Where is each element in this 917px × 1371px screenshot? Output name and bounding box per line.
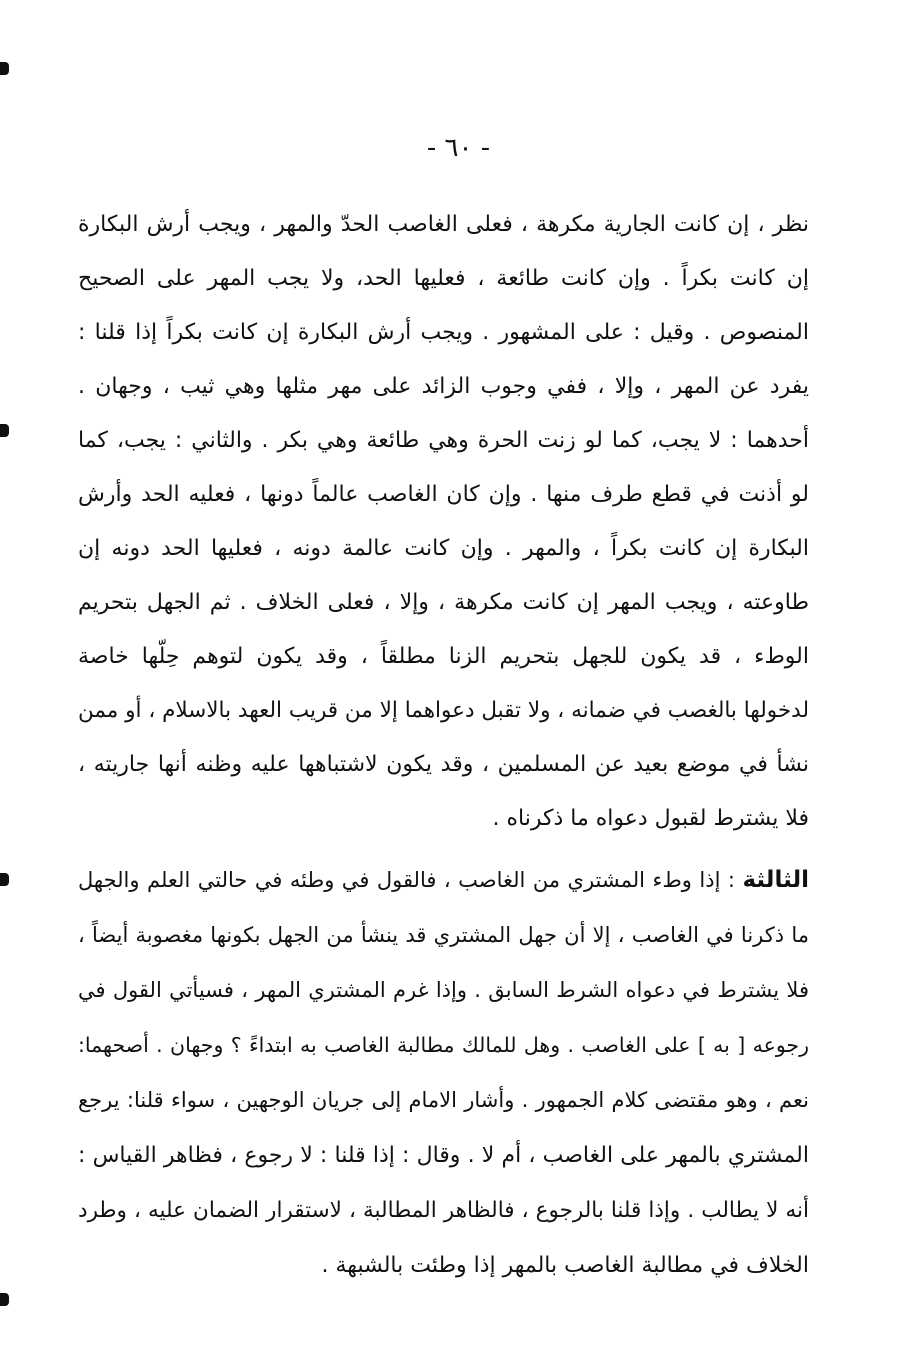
text-line: طاوعته ، ويجب المهر إن كانت مكرهة ، وإلا ، فعلى الخلاف . ثم الجهل بتحريم: [78, 590, 809, 615]
text-line: المنصوص . وقيل : على المشهور . ويجب أرش البكارة إن كانت بكراً إذا قلنا :: [78, 320, 809, 345]
text-line: لدخولها بالغصب في ضمانه ، ولا تقبل دعواهما إلا من قريب العهد بالاسلام ، أو ممن: [78, 698, 809, 723]
text-line-first: [78, 853, 809, 908]
scan-edge-mark-upper: [0, 424, 9, 437]
text-line: يفرد عن المهر ، وإلا ، ففي وجوب الزائد على مهر مثلها وهي ثيب ، وجهان .: [78, 374, 809, 399]
text-line: إن كانت بكراً . وإن كانت طائعة ، فعليها الحد، ولا يجب المهر على الصحيح: [78, 266, 809, 291]
text-line: المشتري بالمهر على الغاصب ، أم لا . وقال : إذا قلنا : لا رجوع ، فظاهر القياس :: [78, 1143, 809, 1168]
text-line: نشأ في موضع بعيد عن المسلمين ، وقد يكون لاشتباهها عليه وظنه أنها جاريته ،: [78, 752, 809, 777]
text-line: نظر ، إن كانت الجارية مكرهة ، فعلى الغاصب الحدّ والمهر ، ويجب أرش البكارة: [78, 212, 809, 237]
text-line: أنه لا يطالب . وإذا قلنا بالرجوع ، فالظاهر المطالبة ، لاستقرار الضمان عليه ، وطرد: [78, 1198, 809, 1223]
paragraph-1: [78, 198, 809, 846]
paragraph-2: [78, 853, 809, 1293]
text-line: البكارة إن كانت بكراً ، والمهر . وإن كانت عالمة دونه ، فعليها الحد دونه إن: [78, 536, 809, 561]
text-line: ما ذكرنا في الغاصب ، إلا أن جهل المشتري قد ينشأ من الجهل بكونها مغصوبة أيضاً ،: [78, 923, 809, 947]
text-line: فلا يشترط لقبول دعواه ما ذكرناه .: [492, 806, 809, 831]
scan-edge-mark-middle: [0, 873, 9, 886]
text-line-rest: : إذا وطء المشتري من الغاصب ، فالقول في وطئه في حالتي العلم والجهل: [78, 868, 743, 892]
page-number: - ٦٠ -: [426, 133, 491, 163]
scan-edge-mark-bottom: [0, 1293, 9, 1306]
text-line: أحدهما : لا يجب، كما لو زنت الحرة وهي طائعة وهي بكر . والثاني : يجب، كما: [78, 428, 809, 453]
text-line: لو أذنت في قطع طرف منها . وإن كان الغاصب عالماً دونها ، فعليه الحد وأرش: [78, 482, 809, 507]
text-line: رجوعه [ به ] على الغاصب . وهل للمالك مطالبة الغاصب به ابتداءً ؟ وجهان . أصحهما:: [78, 1033, 809, 1057]
text-line: نعم ، وهو مقتضى كلام الجمهور . وأشار الامام إلى جريان الوجهين ، سواء قلنا: يرجع: [78, 1088, 809, 1112]
text-line: الخلاف في مطالبة الغاصب بالمهر إذا وطئت بالشبهة .: [321, 1253, 809, 1278]
section-lead-word: الثالثة: [742, 867, 809, 893]
scan-edge-mark-top: [0, 62, 9, 75]
text-line: فلا يشترط في دعواه الشرط السابق . وإذا غرم المشتري المهر ، فسيأتي القول في: [78, 978, 809, 1002]
text-line: الوطء ، قد يكون للجهل بتحريم الزنا مطلقاً ، وقد يكون لتوهم حِلّها خاصة: [78, 644, 809, 669]
